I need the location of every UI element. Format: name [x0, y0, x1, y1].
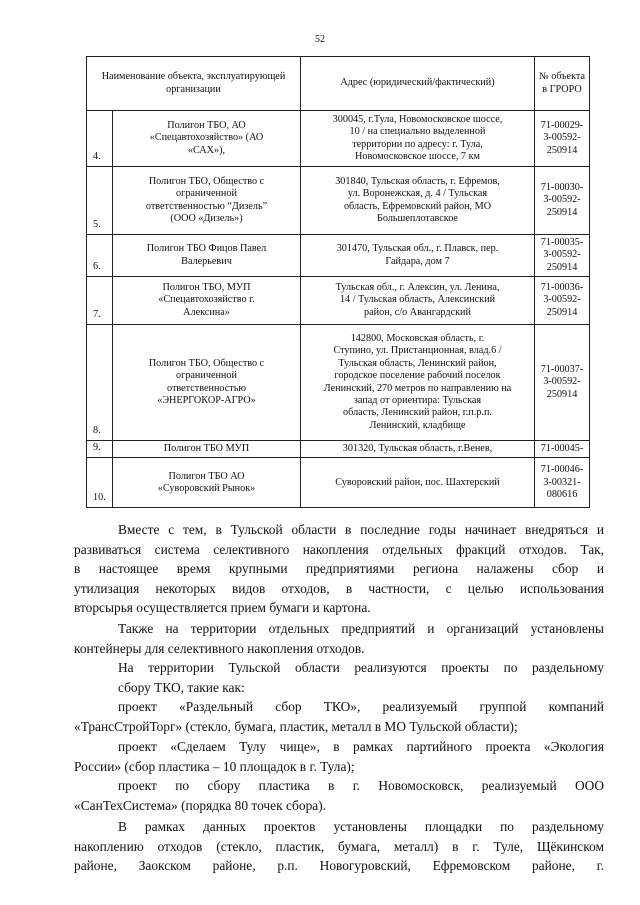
- paragraph-line: развиваться система селективного накопления отдельных фракций отходов. Так,: [74, 541, 604, 557]
- object-number-line: 3-00592-: [543, 294, 581, 306]
- facility-name-line: Полигон ТБО Фицов Павел: [146, 243, 267, 255]
- facility-address: [301, 111, 535, 167]
- paragraph-line: На территории Тульской области реализуются проекты по раздельному: [118, 660, 604, 675]
- facility-name-line: Полигон ТБО, АО: [167, 119, 246, 131]
- facility-name-line: ответственностью: [167, 382, 246, 394]
- facility-address-line: Тульская обл., г. Алексин, ул. Ленина,: [335, 281, 500, 293]
- row-number: 7.: [87, 277, 113, 325]
- header-address: Адрес (юридический/фактический): [301, 57, 535, 111]
- header-name: Наименование объекта, эксплуатирующей организации: [87, 57, 301, 111]
- facility-address: [301, 167, 535, 235]
- facility-name-line: «САХ»),: [187, 144, 226, 156]
- facility-address-line: 301320, Тульская область, г.Венев,: [342, 443, 493, 454]
- facility-address-line: Большеплотавское: [377, 212, 458, 224]
- paragraph-line: России» (сбор пластика – 10 площадок в г. Тула);: [74, 758, 355, 774]
- facility-name: [113, 441, 301, 458]
- row-number: 6.: [87, 235, 113, 277]
- table-row: [87, 458, 590, 508]
- table-row: [87, 277, 590, 325]
- facility-name-line: «ЭНЕРГОКОР-АГРО»: [157, 394, 256, 406]
- facility-name: [113, 277, 301, 325]
- facility-address-line: Тульская область, Ленинский район,: [338, 357, 497, 369]
- object-number-line: 71-00030-: [540, 181, 584, 193]
- object-number-line: 3-00592-: [543, 194, 581, 206]
- facility-name-line: Полигон ТБО, Общество с: [148, 357, 265, 369]
- paragraph-line: в настоящее время крупными предприятиями региона налажены сбор и: [74, 561, 604, 577]
- table-row: [87, 325, 590, 441]
- paragraph-line: утилизация некоторых видов отходов, в частности, с целью использования: [74, 580, 604, 596]
- object-number-line: 71-00029-: [540, 119, 584, 131]
- page-number: 52: [315, 34, 325, 45]
- object-number-line: 3-00321-: [543, 476, 581, 488]
- object-number-line: 3-00592-: [543, 249, 581, 261]
- paragraph-line: «ТрансСтройТорг» (стекло, бумага, пластик, металл в МО Тульской области);: [74, 718, 518, 734]
- paragraph-line: «СанТехСистема» (порядка 80 точек сбора).: [74, 797, 327, 813]
- paragraph: [74, 697, 604, 736]
- facility-address-line: запад от ориентира: Тульская: [353, 394, 482, 406]
- facility-name-line: Полигон ТБО АО: [168, 470, 245, 482]
- object-number-line: 250914: [546, 206, 578, 218]
- object-number-line: 250914: [546, 388, 578, 400]
- object-number-line: 080616: [546, 489, 578, 501]
- paragraph-line: вторсырья осуществляется прием бумаги и картона.: [74, 600, 371, 616]
- paragraph-line: проект «Раздельный сбор ТКО», реализуемый группой компаний: [118, 699, 604, 714]
- paragraph: [74, 776, 604, 815]
- paragraph-line: проект «Сделаем Тулу чище», в рамках партийного проекта «Экология: [118, 739, 604, 754]
- facility-address: [301, 325, 535, 441]
- row-number: 4.: [87, 111, 113, 167]
- paragraph-line: В рамках данных проектов установлены площадки по раздельному: [118, 819, 604, 834]
- facility-address-line: область, Ефремовский район, МО: [343, 200, 492, 212]
- facility-name-line: Алексина»: [183, 306, 230, 318]
- facility-address: [301, 458, 535, 508]
- object-number: [535, 441, 590, 458]
- paragraph-line: контейнеры для селективного накопления отходов.: [74, 640, 365, 656]
- facility-name-line: «Спецавтохозяйство г.: [158, 294, 255, 306]
- object-number: [535, 325, 590, 441]
- facility-name-line: (ООО «Дизель»): [170, 212, 243, 224]
- facility-address-line: область, Ленинский район, г.п.р.п.: [343, 407, 492, 419]
- header-object-no: № объекта в ГРОРО: [535, 57, 590, 111]
- facility-address-line: 301470, Тульская обл., г. Плавск, пер.: [336, 243, 499, 255]
- object-number: [535, 277, 590, 325]
- facility-name-line: Полигон ТБО МУП: [163, 443, 250, 454]
- table-row: [87, 167, 590, 235]
- table-row: [87, 441, 590, 458]
- paragraph-line: сбору ТКО, такие как:: [118, 679, 245, 695]
- facility-address-line: Суворовский район, пос. Шахтерский: [335, 476, 500, 488]
- facility-address: [301, 277, 535, 325]
- facility-address-line: территории по адресу: г. Тула,: [352, 138, 483, 150]
- paragraph-line: Также на территории отдельных предприятий и организаций установлены: [118, 621, 604, 636]
- object-number-line: 71-00046-: [540, 464, 584, 476]
- object-number-line: 71-00035-: [540, 236, 584, 248]
- paragraph: [74, 520, 604, 618]
- facility-address-line: Новомосковское шоссе, 7 км: [355, 150, 480, 162]
- object-number: [535, 235, 590, 277]
- facility-name: [113, 458, 301, 508]
- facility-address-line: городское поселение рабочий поселок: [334, 370, 501, 382]
- facility-name: [113, 111, 301, 167]
- row-number: 8.: [87, 325, 113, 441]
- facility-address-line: Ленинский, 270 метров по направлению на: [323, 382, 512, 394]
- object-number-line: 250914: [546, 306, 578, 318]
- paragraph: [74, 619, 604, 658]
- paragraph-line: районе, Заокском районе, р.п. Новогуровский, Ефремовском районе, г.: [74, 858, 604, 874]
- waste-facilities-table: [86, 56, 590, 508]
- paragraph: [74, 737, 604, 776]
- facility-name-line: Валерьевич: [181, 255, 232, 267]
- object-number-line: 71-00037-: [540, 363, 584, 375]
- paragraph: [74, 658, 604, 697]
- facility-name-line: ответственностью “Дизель”: [145, 200, 268, 212]
- facility-address: [301, 235, 535, 277]
- facility-address-line: район, с/о Авангардский: [364, 306, 471, 318]
- table-row: [87, 111, 590, 167]
- facility-name: [113, 235, 301, 277]
- table-header-row: [87, 57, 590, 111]
- facility-name: [113, 325, 301, 441]
- object-number-line: 250914: [546, 261, 578, 273]
- object-number-line: 71-00045-: [540, 443, 584, 454]
- paragraph-line: Вместе с тем, в Тульской области в последние годы начинает внедряться и: [118, 522, 604, 537]
- object-number-line: 250914: [546, 144, 578, 156]
- facility-name-line: «Суворовский Рынок»: [157, 482, 256, 494]
- row-number: 9.: [87, 441, 113, 458]
- facility-address-line: 301840, Тульская область, г. Ефремов,: [335, 175, 500, 187]
- facility-address-line: 142800, Московская область, г.: [350, 332, 485, 344]
- object-number: [535, 111, 590, 167]
- facility-name-line: Полигон ТБО, МУП: [162, 281, 251, 293]
- facility-address: [301, 441, 535, 458]
- facility-address-line: 300045, г.Тула, Новомосковское шоссе,: [332, 113, 503, 125]
- object-number: [535, 458, 590, 508]
- object-number-line: 3-00592-: [543, 376, 581, 388]
- facility-address-line: ул. Воронежская, д. 4 / Тульская: [347, 188, 488, 200]
- facility-name-line: ограниченной: [176, 370, 237, 382]
- object-number: [535, 167, 590, 235]
- facility-address-line: Гайдара, дом 7: [385, 255, 450, 267]
- facility-address-line: 14 / Тульская область, Алексинский: [339, 294, 496, 306]
- facility-address-line: Ступино, ул. Пристанционная, влад.6 /: [333, 345, 502, 357]
- facility-name: [113, 167, 301, 235]
- object-number-line: 3-00592-: [543, 132, 581, 144]
- row-number: 5.: [87, 167, 113, 235]
- row-number: 10.: [87, 458, 113, 508]
- facility-name-line: Полигон ТБО, Общество с: [148, 175, 265, 187]
- table-row: [87, 235, 590, 277]
- paragraph-line: проект по сбору пластика в г. Новомосковск, реализуемый ООО: [118, 778, 604, 793]
- paragraph: [74, 817, 604, 876]
- facility-address-line: 10 / на специально выделенной: [349, 126, 486, 138]
- facility-address-line: Ленинский, кладбище: [369, 419, 466, 431]
- facility-name-line: «Спецавтохозяйство» (АО: [149, 132, 264, 144]
- paragraph-line: накоплению отходов (стекло, пластик, бумага, металл) в г. Туле, Щёкинском: [74, 838, 604, 854]
- object-number-line: 71-00036-: [540, 281, 584, 293]
- facility-name-line: ограниченной: [176, 188, 237, 200]
